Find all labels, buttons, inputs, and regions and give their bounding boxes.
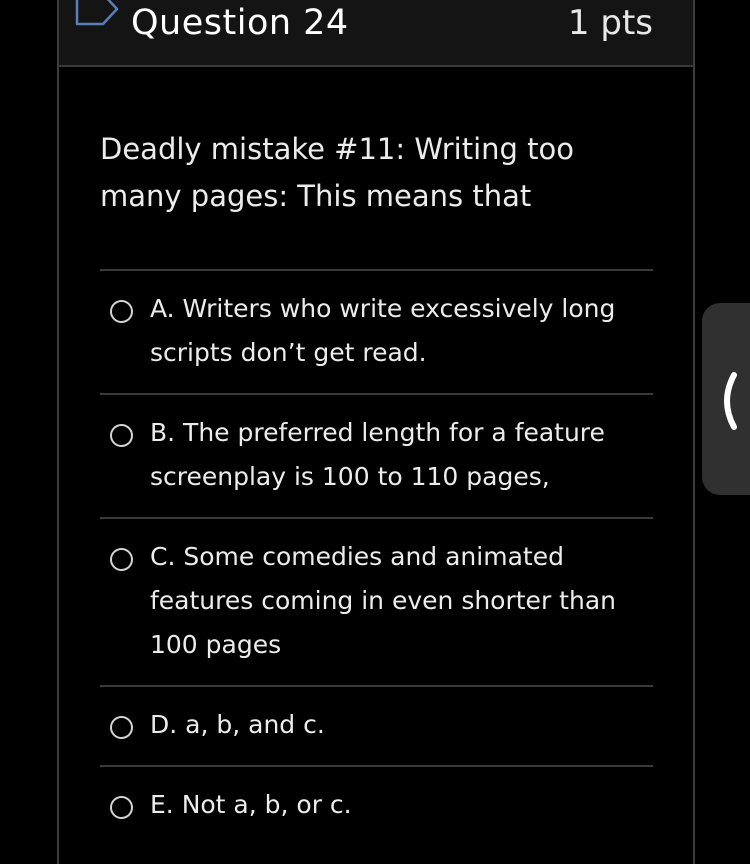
question-points: 1 pts xyxy=(567,3,653,43)
answer-list xyxy=(100,269,653,845)
question-title: Question 24 xyxy=(131,3,349,43)
radio-button-c[interactable] xyxy=(110,548,133,571)
radio-button-a[interactable] xyxy=(110,300,133,323)
side-panel-tab[interactable] xyxy=(702,303,750,495)
answer-option-b[interactable] xyxy=(100,393,653,517)
question-header xyxy=(59,0,693,67)
chevron-left-icon xyxy=(716,371,740,431)
answer-label-a: A. Writers who write excessively long scripts don’t get read. xyxy=(150,294,616,367)
radio-button-d[interactable] xyxy=(110,716,133,739)
answer-label-d: D. a, b, and c. xyxy=(150,710,325,739)
radio-button-e[interactable] xyxy=(110,796,133,819)
answer-label-c: C. Some comedies and animated features coming in even shorter than 100 pages xyxy=(150,542,616,659)
answer-option-d[interactable] xyxy=(100,685,653,765)
answer-option-c[interactable] xyxy=(100,517,653,685)
answer-option-e[interactable] xyxy=(100,765,653,845)
flag-outline-icon[interactable] xyxy=(75,0,121,30)
answer-option-a[interactable] xyxy=(100,269,653,393)
question-card xyxy=(57,0,695,864)
radio-button-b[interactable] xyxy=(110,424,133,447)
question-prompt: Deadly mistake #11: Writing too many pages: This means that xyxy=(100,132,574,213)
answer-label-b: B. The preferred length for a feature screenplay is 100 to 110 pages, xyxy=(150,418,605,491)
answer-label-e: E. Not a, b, or c. xyxy=(150,790,352,819)
